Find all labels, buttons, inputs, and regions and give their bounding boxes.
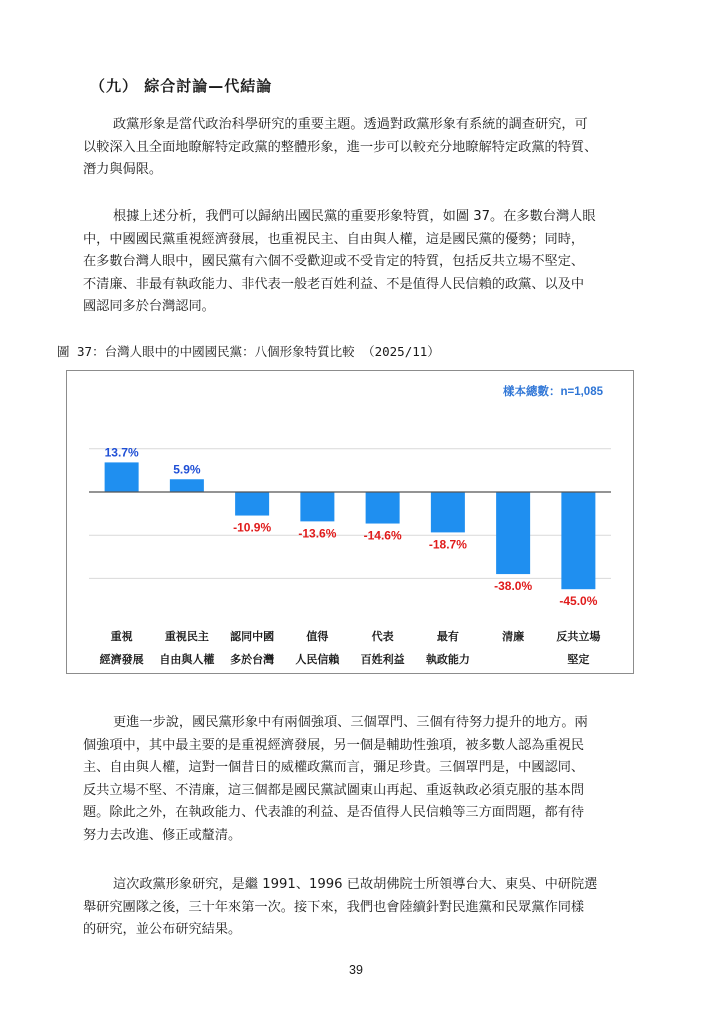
paragraph-line: 以較深入且全面地瞭解特定政黨的整體形象，進一步可以較充分地瞭解特定政黨的特質、: [83, 139, 598, 155]
bar: [496, 492, 530, 574]
data-label: -38.0%: [494, 579, 533, 594]
category-label-line: 重視: [110, 630, 133, 643]
category-label-line: 最有: [436, 630, 459, 643]
category-label-line: 經濟發展: [99, 653, 144, 666]
paragraph-summary: [83, 206, 639, 319]
category-label-line: 代表: [371, 630, 394, 643]
category-label-line: 自由與人權: [159, 653, 215, 666]
bar: [366, 492, 400, 524]
paragraph-line: 更進一步說，國民黨形象中有兩個強項、三個罩門、三個有待努力提升的地方。兩: [113, 715, 588, 730]
bar: [431, 492, 465, 532]
bar: [105, 462, 139, 492]
paragraph-intro: [83, 114, 639, 182]
paragraph-line: 不清廉、非最有執政能力、非代表一般老百姓利益、不是值得人民信賴的政黨、以及中: [83, 276, 585, 292]
figure-caption: 圖 37：台灣人眼中的中國國民黨：八個形象特質比較 （2025/11）: [57, 344, 440, 359]
paragraph-line: 根據上述分析，我們可以歸納出國民黨的重要形象特質，如圖 37。在多數台灣人眼: [113, 209, 596, 224]
paragraph-analysis: [83, 712, 639, 847]
paragraph-line: 題。除此之外，在執政能力、代表誰的利益、是否值得人民信賴等三方面問題，都有待: [83, 805, 585, 820]
category-label-line: 反共立場: [556, 630, 601, 643]
data-label: 13.7%: [104, 445, 139, 460]
paragraph-line: 中，中國國民黨重視經濟發展，也重視民主、自由與人權，這是國民黨的優勢；同時，: [83, 231, 585, 247]
category-label-line: 執政能力: [425, 653, 470, 666]
bar: [561, 492, 595, 589]
paragraph-line: 政黨形象是當代政治科學研究的重要主題。透過對政黨形象有系統的調查研究，可: [113, 117, 588, 132]
category-label-line: 百姓利益: [360, 653, 405, 666]
paragraph-conclusion: [83, 874, 639, 942]
sample-size-note: 樣本總數：n=1,085: [502, 386, 603, 398]
page-number: 39: [349, 963, 363, 977]
paragraph-line: 國認同多於台灣認同。: [83, 299, 215, 314]
bar: [170, 479, 204, 492]
paragraph-line: 個強項中，其中最主要的是重視經濟發展，另一個是輔助性強項，被多數人認為重視民: [83, 737, 585, 753]
paragraph-line: 在多數台灣人眼中，國民黨有六個不受歡迎或不受肯定的特質，包括反共立場不堅定、: [83, 254, 585, 269]
data-label: -13.6%: [298, 526, 337, 541]
category-label-line: 認同中國: [230, 630, 275, 643]
category-label-line: 多於台灣: [230, 653, 275, 666]
bar: [235, 492, 269, 516]
paragraph-line: 的研究，並公布研究結果。: [83, 922, 242, 937]
section-heading: （九） 綜合討論—代結論: [90, 77, 273, 95]
paragraph-line: 這次政黨形象研究，是繼 1991、1996 已故胡佛院士所領導台大、東吳、中研院選: [113, 877, 598, 892]
paragraph-line: 主、自由與人權，這對一個昔日的威權政黨而言，彌足珍貴。三個罩門是，中國認同、: [83, 760, 585, 775]
data-label: 5.9%: [173, 462, 201, 477]
bar-chart: [66, 370, 634, 674]
data-label: -10.9%: [233, 520, 272, 535]
paragraph-line: 反共立場不堅、不清廉，這三個都是國民黨試圖東山再起、重返執政必須克服的基本問: [83, 782, 585, 798]
data-label: -14.6%: [363, 528, 402, 543]
data-label: -45.0%: [559, 594, 598, 609]
paragraph-line: 努力去改進、修正或釐清。: [83, 827, 242, 843]
category-label-line: 重視民主: [164, 630, 209, 643]
bar: [300, 492, 334, 521]
category-label-line: 值得: [306, 630, 329, 643]
paragraph-line: 潛力與侷限。: [83, 162, 163, 177]
category-label-line: 堅定: [567, 653, 590, 666]
paragraph-line: 舉研究團隊之後，三十年來第一次。接下來，我們也會陸續針對民進黨和民眾黨作同樣: [83, 899, 585, 915]
category-label: [538, 625, 618, 671]
category-label-line: 清廉: [502, 630, 525, 643]
data-label: -18.7%: [428, 537, 467, 552]
category-label-line: 人民信賴: [295, 653, 340, 666]
